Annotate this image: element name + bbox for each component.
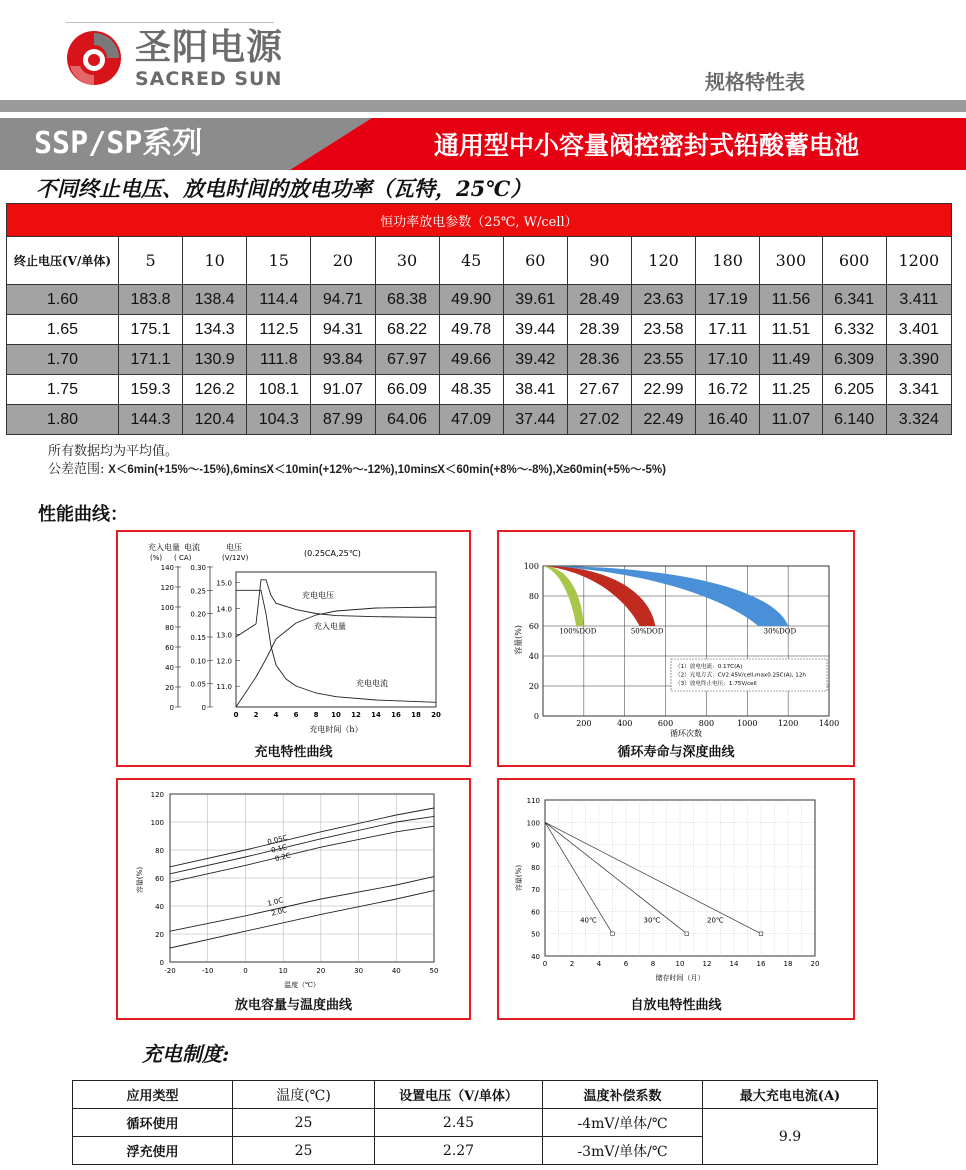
x-tick-label: 6: [293, 711, 299, 719]
charge-cell-temp: 25: [233, 1109, 375, 1137]
x-tick-label: 2: [569, 960, 575, 968]
power-table: [6, 203, 952, 435]
charge-header-comp: 温度补偿系数: [543, 1081, 703, 1109]
power-table-value-cell: 130.9: [183, 345, 247, 375]
capacity-tick-label: 80: [165, 624, 174, 632]
charging-chart-caption: 充电特性曲线: [254, 745, 333, 760]
charging-chart-panel: [116, 530, 471, 767]
power-table-value-cell: 49.90: [439, 285, 503, 315]
power-table-value-cell: 126.2: [183, 375, 247, 405]
y-tick-label: 100: [523, 562, 539, 571]
curve-label: 0.1C: [270, 843, 288, 855]
power-table-value-cell: 3.401: [886, 315, 951, 345]
charge-cell-voltage: 2.27: [375, 1137, 543, 1165]
voltage-axis-unit: (V/12V): [222, 554, 249, 562]
brand-name-en: SACRED SUN: [135, 68, 283, 90]
current-tick-label: 0.10: [190, 657, 206, 666]
charging-chart: [118, 532, 469, 742]
power-table-value-cell: 38.41: [503, 375, 567, 405]
power-table-value-cell: 87.99: [311, 405, 375, 435]
power-table-value-cell: 48.35: [439, 375, 503, 405]
x-tick-label: 16: [391, 711, 401, 719]
series-30c: [545, 822, 687, 933]
y-tick-label: 50: [531, 930, 540, 939]
power-table-minute-header: 30: [375, 237, 439, 285]
curve-label: 0.05C: [266, 833, 289, 847]
charge-header-type: 应用类型: [73, 1081, 233, 1109]
series-2-0c: [170, 891, 434, 948]
cycle-chart: [499, 532, 853, 742]
power-table-value-cell: 67.97: [375, 345, 439, 375]
power-table-minute-header: 60: [503, 237, 567, 285]
voltage-axis-header: 电压: [226, 543, 242, 552]
power-table-value-cell: 27.67: [567, 375, 631, 405]
capacity-axis-header: 充入电量: [148, 543, 180, 552]
charge-header-voltage: 设置电压（V/单体）: [375, 1081, 543, 1109]
x-tick-label: 800: [698, 719, 715, 728]
temperature-chart-panel: [116, 778, 471, 1020]
power-table-caption: 恒功率放电参数（25℃, W/cell）: [7, 204, 952, 237]
x-tick-label: 1400: [818, 719, 840, 728]
series-endpoint-marker: [759, 932, 763, 936]
x-tick-label: 16: [756, 960, 766, 968]
power-table-value-cell: 11.56: [760, 285, 822, 315]
label-charging-current: 充电电流: [356, 679, 388, 688]
plot-frame: [236, 572, 436, 707]
power-table-value-cell: 6.140: [822, 405, 886, 435]
x-tick-label: 10: [331, 711, 341, 719]
page-header: [0, 0, 966, 100]
power-table-value-cell: 23.55: [632, 345, 696, 375]
x-tick-label: 1200: [777, 719, 799, 728]
y-tick-label: 40: [528, 652, 539, 661]
y-tick-label: 70: [531, 886, 540, 895]
power-table-minute-header: 1200: [886, 237, 951, 285]
power-table-value-cell: 37.44: [503, 405, 567, 435]
y-tick-label: 60: [528, 622, 539, 631]
power-table-value-cell: 64.06: [375, 405, 439, 435]
sacred-sun-logo-icon: [64, 28, 124, 88]
charge-section-title: 充电制度:: [142, 1042, 230, 1066]
y-tick-label: 0: [533, 712, 539, 721]
y-tick-label: 60: [155, 875, 164, 883]
capacity-tick-label: 20: [165, 684, 174, 692]
charge-table-header-row: [73, 1081, 878, 1109]
x-tick-label: 6: [623, 960, 629, 968]
series-0-1c: [170, 816, 434, 873]
curve-label: 20℃: [707, 916, 724, 925]
power-table-minute-header: 10: [183, 237, 247, 285]
label-100-dod: 100%DOD: [559, 627, 597, 636]
power-table-voltage-cell: 1.75: [7, 375, 119, 405]
product-title: 通用型中小容量阀控密封式铅酸蓄电池: [434, 131, 860, 160]
power-table-value-cell: 16.72: [696, 375, 760, 405]
power-table-minute-header: 15: [247, 237, 311, 285]
power-table-value-cell: 39.61: [503, 285, 567, 315]
x-tick-label: 18: [783, 960, 793, 968]
curve-label: 1.0C: [266, 896, 285, 908]
y-tick-label: 60: [531, 908, 540, 917]
current-tick-label: 0.20: [190, 610, 206, 619]
power-table-voltage-cell: 1.60: [7, 285, 119, 315]
temperature-chart-caption: 放电容量与温度曲线: [234, 998, 352, 1013]
cycle-note: （2）充电方式：CV2.45V/cell,max0.25C(A), 12h: [675, 672, 806, 679]
x-tick-label: 200: [576, 719, 592, 728]
power-table-value-cell: 49.66: [439, 345, 503, 375]
power-table-value-cell: 6.341: [822, 285, 886, 315]
charge-cell-voltage: 2.45: [375, 1109, 543, 1137]
charge-cell-comp: -3mV/单体/℃: [543, 1137, 703, 1165]
voltage-tick-label: 12.0: [216, 657, 232, 666]
x-axis-label: 充电时间（h）: [309, 725, 363, 734]
charge-table: [72, 1080, 878, 1165]
temperature-chart: [118, 780, 469, 995]
curve-label: 40℃: [580, 916, 597, 925]
power-table-value-cell: 28.36: [567, 345, 631, 375]
capacity-tick-label: 120: [160, 584, 174, 592]
curve-label: 2.0C: [270, 906, 288, 918]
label-charging-voltage: 充电电压: [302, 591, 334, 600]
power-table-value-cell: 144.3: [119, 405, 183, 435]
x-tick-label: 4: [596, 960, 602, 968]
charge-cell-type: 循环使用: [73, 1109, 233, 1137]
note-tolerance-text: X＜6min(+15%～-15%),6min≤X＜10min(+12%～-12%),10min≤X＜60min(+8%～-8%),X≥60min(+5%～-5%): [108, 464, 666, 476]
y-tick-label: 100: [150, 819, 164, 827]
power-table-minute-header: 180: [696, 237, 760, 285]
power-table-value-cell: 17.11: [696, 315, 760, 345]
charge-cell-max-current: 9.9: [703, 1109, 878, 1165]
series-40c: [545, 822, 613, 933]
power-table-value-cell: 6.205: [822, 375, 886, 405]
power-table-minute-header: 90: [567, 237, 631, 285]
series-1-0c: [170, 877, 434, 932]
y-tick-label: 110: [526, 797, 540, 805]
y-tick-label: 40: [155, 903, 164, 911]
document-type: 规格特性表: [705, 70, 805, 94]
power-table-minute-header: 5: [119, 237, 183, 285]
x-tick-label: 30: [354, 967, 364, 975]
y-tick-label: 20: [528, 682, 539, 691]
self-discharge-chart-panel: [497, 778, 855, 1020]
x-tick-label: 20: [316, 967, 326, 975]
brand-name-cn: 圣阳电源: [135, 27, 284, 68]
table-row: [7, 345, 952, 375]
power-table-header-row: [7, 237, 952, 285]
power-table-value-cell: 6.332: [822, 315, 886, 345]
current-axis-header: 电流: [184, 543, 200, 552]
x-tick-label: 20: [431, 711, 441, 719]
power-table-value-cell: 23.58: [632, 315, 696, 345]
table-row: [7, 375, 952, 405]
power-table-value-cell: 28.49: [567, 285, 631, 315]
power-table-value-cell: 134.3: [183, 315, 247, 345]
x-tick-label: 600: [657, 719, 674, 728]
label-50-dod: 50%DOD: [630, 627, 664, 636]
capacity-tick-label: 100: [160, 604, 174, 612]
cycle-note: （1）放电电流：0.17C(A): [675, 664, 743, 670]
x-tick-label: 18: [411, 711, 421, 719]
power-table-voltage-cell: 1.65: [7, 315, 119, 345]
power-table-value-cell: 22.99: [632, 375, 696, 405]
power-table-caption-row: [7, 204, 952, 237]
y-tick-label: 40: [531, 953, 540, 961]
x-axis-label: 温度（℃）: [284, 981, 320, 989]
power-table-value-cell: 120.4: [183, 405, 247, 435]
header-divider: [0, 100, 966, 112]
charge-cell-type: 浮充使用: [73, 1137, 233, 1165]
power-table-value-cell: 11.07: [760, 405, 822, 435]
x-tick-label: 4: [273, 711, 279, 719]
y-axis-label: 容量(%): [515, 864, 523, 892]
label-30-dod: 30%DOD: [763, 627, 797, 636]
x-tick-label: 50: [429, 967, 439, 975]
power-table-value-cell: 138.4: [183, 285, 247, 315]
power-table-value-cell: 114.4: [247, 285, 311, 315]
power-table-value-cell: 171.1: [119, 345, 183, 375]
cycle-chart-caption: 循环寿命与深度曲线: [617, 745, 735, 760]
label-charged-capacity: 充入电量: [314, 622, 346, 631]
power-table-value-cell: 28.39: [567, 315, 631, 345]
curve-label: 0.2C: [274, 851, 292, 864]
x-tick-label: -20: [164, 967, 176, 975]
power-table-value-cell: 6.309: [822, 345, 886, 375]
capacity-tick-label: 40: [165, 664, 174, 672]
power-table-value-cell: 17.19: [696, 285, 760, 315]
note-tolerance-label: 公差范围:: [48, 462, 105, 477]
power-table-value-cell: 22.49: [632, 405, 696, 435]
current-tick-label: 0: [201, 704, 206, 712]
current-axis-unit: ( CA): [174, 554, 192, 562]
power-table-voltage-cell: 1.80: [7, 405, 119, 435]
power-table-value-cell: 11.49: [760, 345, 822, 375]
y-tick-label: 20: [155, 931, 164, 939]
x-tick-label: 40: [391, 967, 401, 975]
x-tick-label: 20: [810, 960, 820, 968]
capacity-tick-label: 60: [165, 644, 174, 652]
series-banner: [0, 118, 966, 170]
x-tick-label: 14: [729, 960, 739, 968]
power-table-value-cell: 39.42: [503, 345, 567, 375]
power-table-minute-header: 45: [439, 237, 503, 285]
series-endpoint-marker: [685, 932, 689, 936]
note-average: 所有数据均为平均值。: [48, 444, 179, 459]
y-axis-label: 容量(%): [514, 625, 523, 655]
power-table-value-cell: 68.22: [375, 315, 439, 345]
power-table-value-cell: 175.1: [119, 315, 183, 345]
power-table-voltage-cell: 1.70: [7, 345, 119, 375]
cycle-chart-panel: [497, 530, 855, 767]
x-tick-label: 0: [233, 711, 239, 719]
voltage-tick-label: 11.0: [216, 683, 232, 692]
logo-rule: [66, 22, 274, 23]
power-table-value-cell: 66.09: [375, 375, 439, 405]
y-tick-label: 100: [526, 819, 540, 828]
x-axis-label: 储存时间（月）: [655, 974, 705, 982]
y-axis-label: 容量(%): [136, 866, 144, 894]
x-axis-label: 循环次数: [670, 729, 702, 738]
power-table-value-cell: 3.324: [886, 405, 951, 435]
power-table-minute-header: 20: [311, 237, 375, 285]
y-tick-label: 80: [155, 847, 164, 855]
power-table-value-cell: 3.411: [886, 285, 951, 315]
x-tick-label: 1000: [737, 719, 758, 728]
charge-header-temp: 温度(℃): [233, 1081, 375, 1109]
x-tick-label: 12: [702, 960, 712, 968]
x-tick-label: 12: [351, 711, 361, 719]
power-table-value-cell: 112.5: [247, 315, 311, 345]
self-discharge-chart: [499, 780, 853, 995]
power-section-title: 不同终止电压、放电时间的放电功率（瓦特，25℃）: [36, 176, 532, 201]
power-table-value-cell: 68.38: [375, 285, 439, 315]
y-tick-label: 80: [531, 863, 540, 872]
x-tick-label: 400: [617, 719, 633, 728]
power-table-value-cell: 3.390: [886, 345, 951, 375]
voltage-tick-label: 15.0: [216, 579, 232, 588]
x-tick-label: 0: [243, 967, 248, 975]
capacity-tick-label: 0: [169, 704, 174, 712]
power-table-value-cell: 159.3: [119, 375, 183, 405]
table-row: [7, 285, 952, 315]
power-table-value-cell: 16.40: [696, 405, 760, 435]
voltage-tick-label: 14.0: [216, 605, 232, 614]
power-table-value-cell: 39.44: [503, 315, 567, 345]
x-tick-label: 0: [542, 960, 548, 968]
x-tick-label: 10: [278, 967, 288, 975]
cycle-note: （3）放电终止电压：1.75V/cell: [675, 681, 757, 687]
table-row: [7, 315, 952, 345]
x-tick-label: 8: [313, 711, 319, 719]
x-tick-label: 8: [650, 960, 656, 968]
x-tick-label: -10: [201, 967, 214, 975]
charge-cell-temp: 25: [233, 1137, 375, 1165]
charge-cell-comp: -4mV/单体/℃: [543, 1109, 703, 1137]
voltage-tick-label: 13.0: [216, 631, 232, 640]
y-tick-label: 120: [150, 791, 164, 799]
y-tick-label: 80: [528, 592, 539, 601]
self-discharge-chart-caption: 自放电特性曲线: [630, 998, 722, 1013]
series-name: SSP/SP系列: [34, 126, 203, 161]
charge-row-cycle: [73, 1109, 878, 1137]
power-table-value-cell: 111.8: [247, 345, 311, 375]
current-tick-label: 0.25: [190, 587, 206, 596]
power-table-value-cell: 94.71: [311, 285, 375, 315]
series-0-05c: [170, 808, 434, 867]
y-tick-label: 90: [531, 841, 540, 850]
power-table-minute-header: 120: [632, 237, 696, 285]
table-row: [7, 405, 952, 435]
current-tick-label: 0.15: [190, 634, 206, 642]
power-table-first-header: 终止电压(V/单体): [7, 237, 119, 285]
power-table-value-cell: 94.31: [311, 315, 375, 345]
power-table-minute-header: 600: [822, 237, 886, 285]
x-tick-label: 2: [253, 711, 259, 719]
performance-title: 性能曲线：: [38, 504, 128, 525]
charging-condition: (0.25CA,25℃): [304, 549, 361, 558]
current-tick-label: 0.30: [190, 564, 206, 572]
current-tick-label: 0.05: [190, 680, 206, 689]
power-table-value-cell: 11.25: [760, 375, 822, 405]
x-tick-label: 10: [675, 960, 685, 968]
power-table-value-cell: 93.84: [311, 345, 375, 375]
x-tick-label: 14: [371, 711, 381, 719]
power-table-value-cell: 11.51: [760, 315, 822, 345]
power-table-value-cell: 23.63: [632, 285, 696, 315]
power-table-value-cell: 47.09: [439, 405, 503, 435]
power-table-value-cell: 104.3: [247, 405, 311, 435]
power-table-value-cell: 183.8: [119, 285, 183, 315]
capacity-tick-label: 140: [160, 564, 174, 572]
power-table-value-cell: 108.1: [247, 375, 311, 405]
series-0-2c: [170, 826, 434, 882]
power-table-value-cell: 27.02: [567, 405, 631, 435]
power-table-value-cell: 3.341: [886, 375, 951, 405]
capacity-axis-unit: (%): [150, 554, 163, 562]
curve-label: 30℃: [643, 916, 661, 925]
charge-header-max-current: 最大充电电流(A): [703, 1081, 878, 1109]
y-tick-label: 0: [159, 959, 164, 967]
power-table-value-cell: 49.78: [439, 315, 503, 345]
power-table-value-cell: 17.10: [696, 345, 760, 375]
power-table-minute-header: 300: [760, 237, 822, 285]
power-table-value-cell: 91.07: [311, 375, 375, 405]
series-endpoint-marker: [611, 932, 615, 936]
note-tolerance: [48, 461, 666, 478]
